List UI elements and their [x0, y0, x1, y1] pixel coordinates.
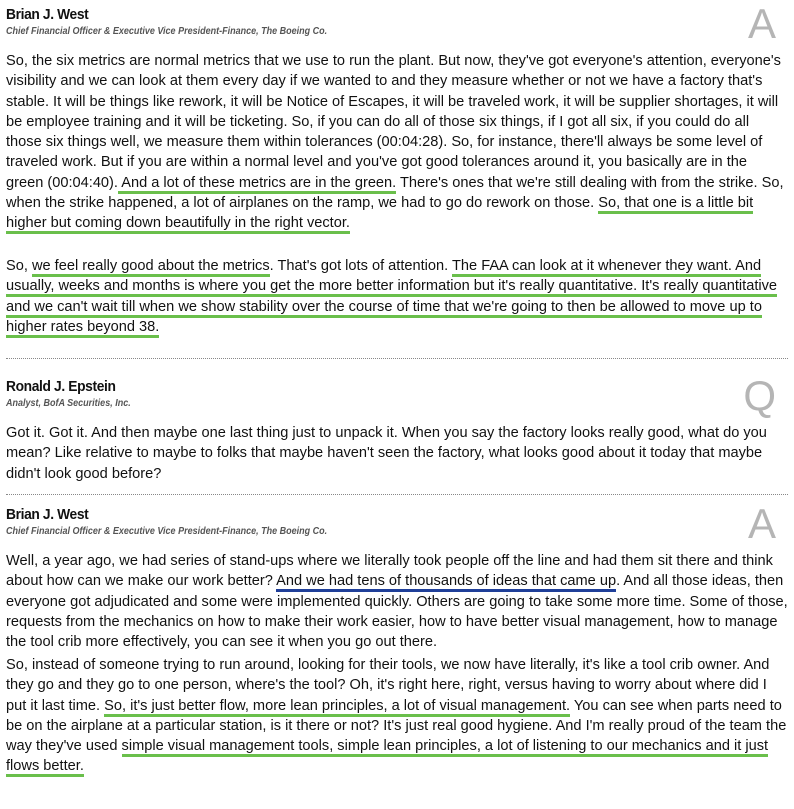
paragraph: [6, 655, 788, 777]
text-run: So, the six metrics are normal metrics that we use to run the plant. But now, they've got everyone's attention, everyone's visibility and we can look at them every day if we wanted to and they measure whether or not we have a factory that's stable. It will be things like rework, it will be Notice of Escapes, it will be traveled work, it will be supplier shortages, it will be employee training and it will be ticketing. So, if you can do all of those six things, if I got all six, if you could do all those six things well, we measure them within tolerances (00:04:28). So, for instance, there'll always be some level of traveled work. But if you are within a normal level and you've got good tolerances around it, you basically are in the green (00:04:40).: [6, 53, 781, 191]
text-run: So, instead of someone trying to run around, looking for their tools, we now have literally, it's like a tool crib owner. And they go and they go to one person, where's the tool? Oh, it's right here, right, versus having to worry about where did I put it last time.: [6, 657, 770, 714]
speaker-role: Chief Financial Officer & Executive Vice President-Finance, The Boeing Co.: [6, 526, 328, 537]
highlighted-text: simple visual management tools, simple lean principles, a lot of listening to our mechanics and it just flows better.: [6, 738, 768, 777]
text-run: You can see when parts need to be on the airplane at a particular station, is it there or not? It's just real good hygiene. And I'm really proud of the team the way they've used: [6, 697, 787, 755]
highlighted-text: And we had tens of thousands of ideas that came up: [276, 573, 616, 592]
text-run: Got it. Got it. And then maybe one last thing just to unpack it. When you say the factory looks really good, what do you mean? Like relative to maybe to folks that maybe haven't seen the factory, what looks good about it today that maybe didn't look good before?: [6, 425, 767, 482]
speaker-role: Chief Financial Officer & Executive Vice President-Finance, The Boeing Co.: [6, 26, 328, 37]
answer-badge: A: [747, 0, 776, 47]
paragraph: [6, 551, 788, 652]
highlighted-text: So, that one is a little bit higher but coming down beautifully in the right vector.: [6, 195, 753, 234]
section-divider: [6, 494, 788, 495]
question-badge: Q: [743, 372, 776, 419]
answer-section-1: [0, 0, 794, 346]
text-run: . And all those ideas, then everyone got adjudicated and some were implemented quickly. Others are going to take some more time. Some of those, requests from the mechanics on how to make their work easier, how to have better visual management, how to manage the tool crib more effectively, you can see it when you go out there.: [6, 573, 788, 651]
text-run: So,: [6, 258, 32, 274]
paragraph: [6, 423, 788, 484]
section-divider: [6, 358, 788, 359]
speaker-name: Ronald J. Epstein: [6, 378, 116, 395]
answer-badge: A: [747, 500, 776, 547]
speaker-role: Analyst, BofA Securities, Inc.: [6, 398, 131, 409]
text-run: . That's got lots of attention.: [269, 258, 453, 274]
speaker-name: Brian J. West: [6, 506, 89, 523]
highlighted-text: The FAA can look at it whenever they want. And usually, weeks and months is where you get the more better information but it's really quantitative. It's really quantitative and we can't wait till when we show stability over the course of time that we're going to then be allowed to move up to higher rates beyond 38.: [6, 258, 777, 338]
paragraph: [6, 256, 788, 337]
answer-section-2: [0, 500, 794, 809]
text-run: Well, a year ago, we had series of stand-ups where we literally took people off the line and had them sit there and think about how can we make our work better?: [6, 553, 773, 590]
paragraph: [6, 51, 788, 234]
highlighted-text: we feel really good about the metrics: [32, 258, 270, 277]
question-section: [0, 372, 794, 488]
highlighted-text: So, it's just better flow, more lean principles, a lot of visual management.: [104, 698, 570, 717]
speaker-name: Brian J. West: [6, 6, 89, 23]
highlighted-text: And a lot of these metrics are in the green.: [118, 175, 396, 194]
text-run: There's ones that we're still dealing with from the strike. So, when the strike happened, a lot of airplanes on the ramp, we had to go do rework on those.: [6, 174, 784, 212]
